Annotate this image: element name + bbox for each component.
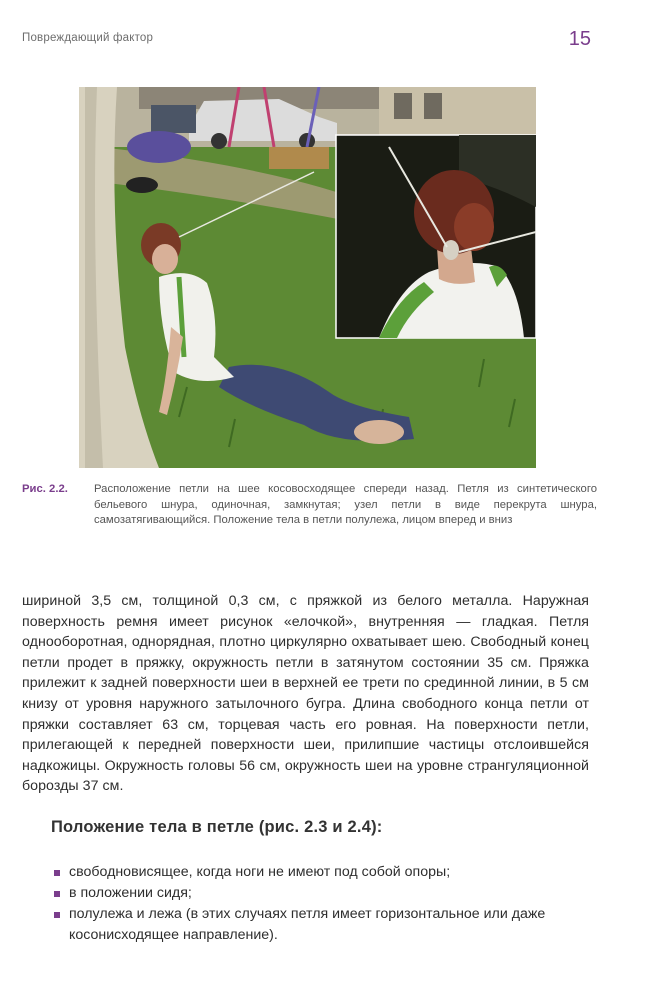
figure-photo (79, 87, 536, 468)
list-item-text: свободновисящее, когда ноги не имеют под собой опоры; (69, 864, 451, 880)
list-item (52, 883, 592, 904)
bullet-marker-icon (54, 870, 60, 876)
list-item-text: в положении сидя; (69, 885, 192, 901)
list-item (52, 862, 592, 883)
list-item (52, 904, 592, 946)
inset-photo (336, 135, 536, 338)
running-head: Повреждающий фактор (22, 32, 154, 44)
figure-caption-text: Расположение петли на шее косовосходящее спереди назад. Петля из синтетического бельевого шнура, одиночная, замкнутая; узел петли в виде перекрута шнура, самозатягивающийся. Положение тела в петли полулежа, лицом вперед и вниз (94, 483, 597, 527)
body-paragraph: шириной 3,5 см, толщиной 0,3 см, с пряжкой из белого металла. Наружная поверхность ремня имеет рисунок «елочкой», внутренняя — гладкая. Петля однооборотная, однорядная, плотно циркулярно охватывает шею. Свободный конец петли продет в пряжку, окружность петли в затянутом состоянии 35 см. Пряжка прилежит к задней поверхности шеи в верхней ее трети по срединной линии, в 5 см книзу от уровня наружного затылочного бугра. Длина свободного конца петли от пряжки составляет 63 см, торцевая часть его ровная. На поверхности петли, прилегающей к передней поверхности шеи, прилипшие частицы отслоившейся надкожицы. Окружность головы 56 см, окружность шеи на уровне странгуляционной борозды 37 см. (22, 593, 589, 795)
section-heading: Положение тела в петле (рис. 2.3 и 2.4): (51, 818, 383, 836)
bullet-marker-icon (54, 912, 60, 918)
page-number: 15 (568, 28, 591, 50)
bullet-list (52, 862, 592, 946)
figure-caption (22, 482, 597, 529)
list-item-text: полулежа и лежа (в этих случаях петля имеет горизонтальное или даже косонисходящее направление). (69, 906, 546, 943)
figure-label: Рис. 2.2. (22, 483, 68, 495)
bullet-marker-icon (54, 891, 60, 897)
